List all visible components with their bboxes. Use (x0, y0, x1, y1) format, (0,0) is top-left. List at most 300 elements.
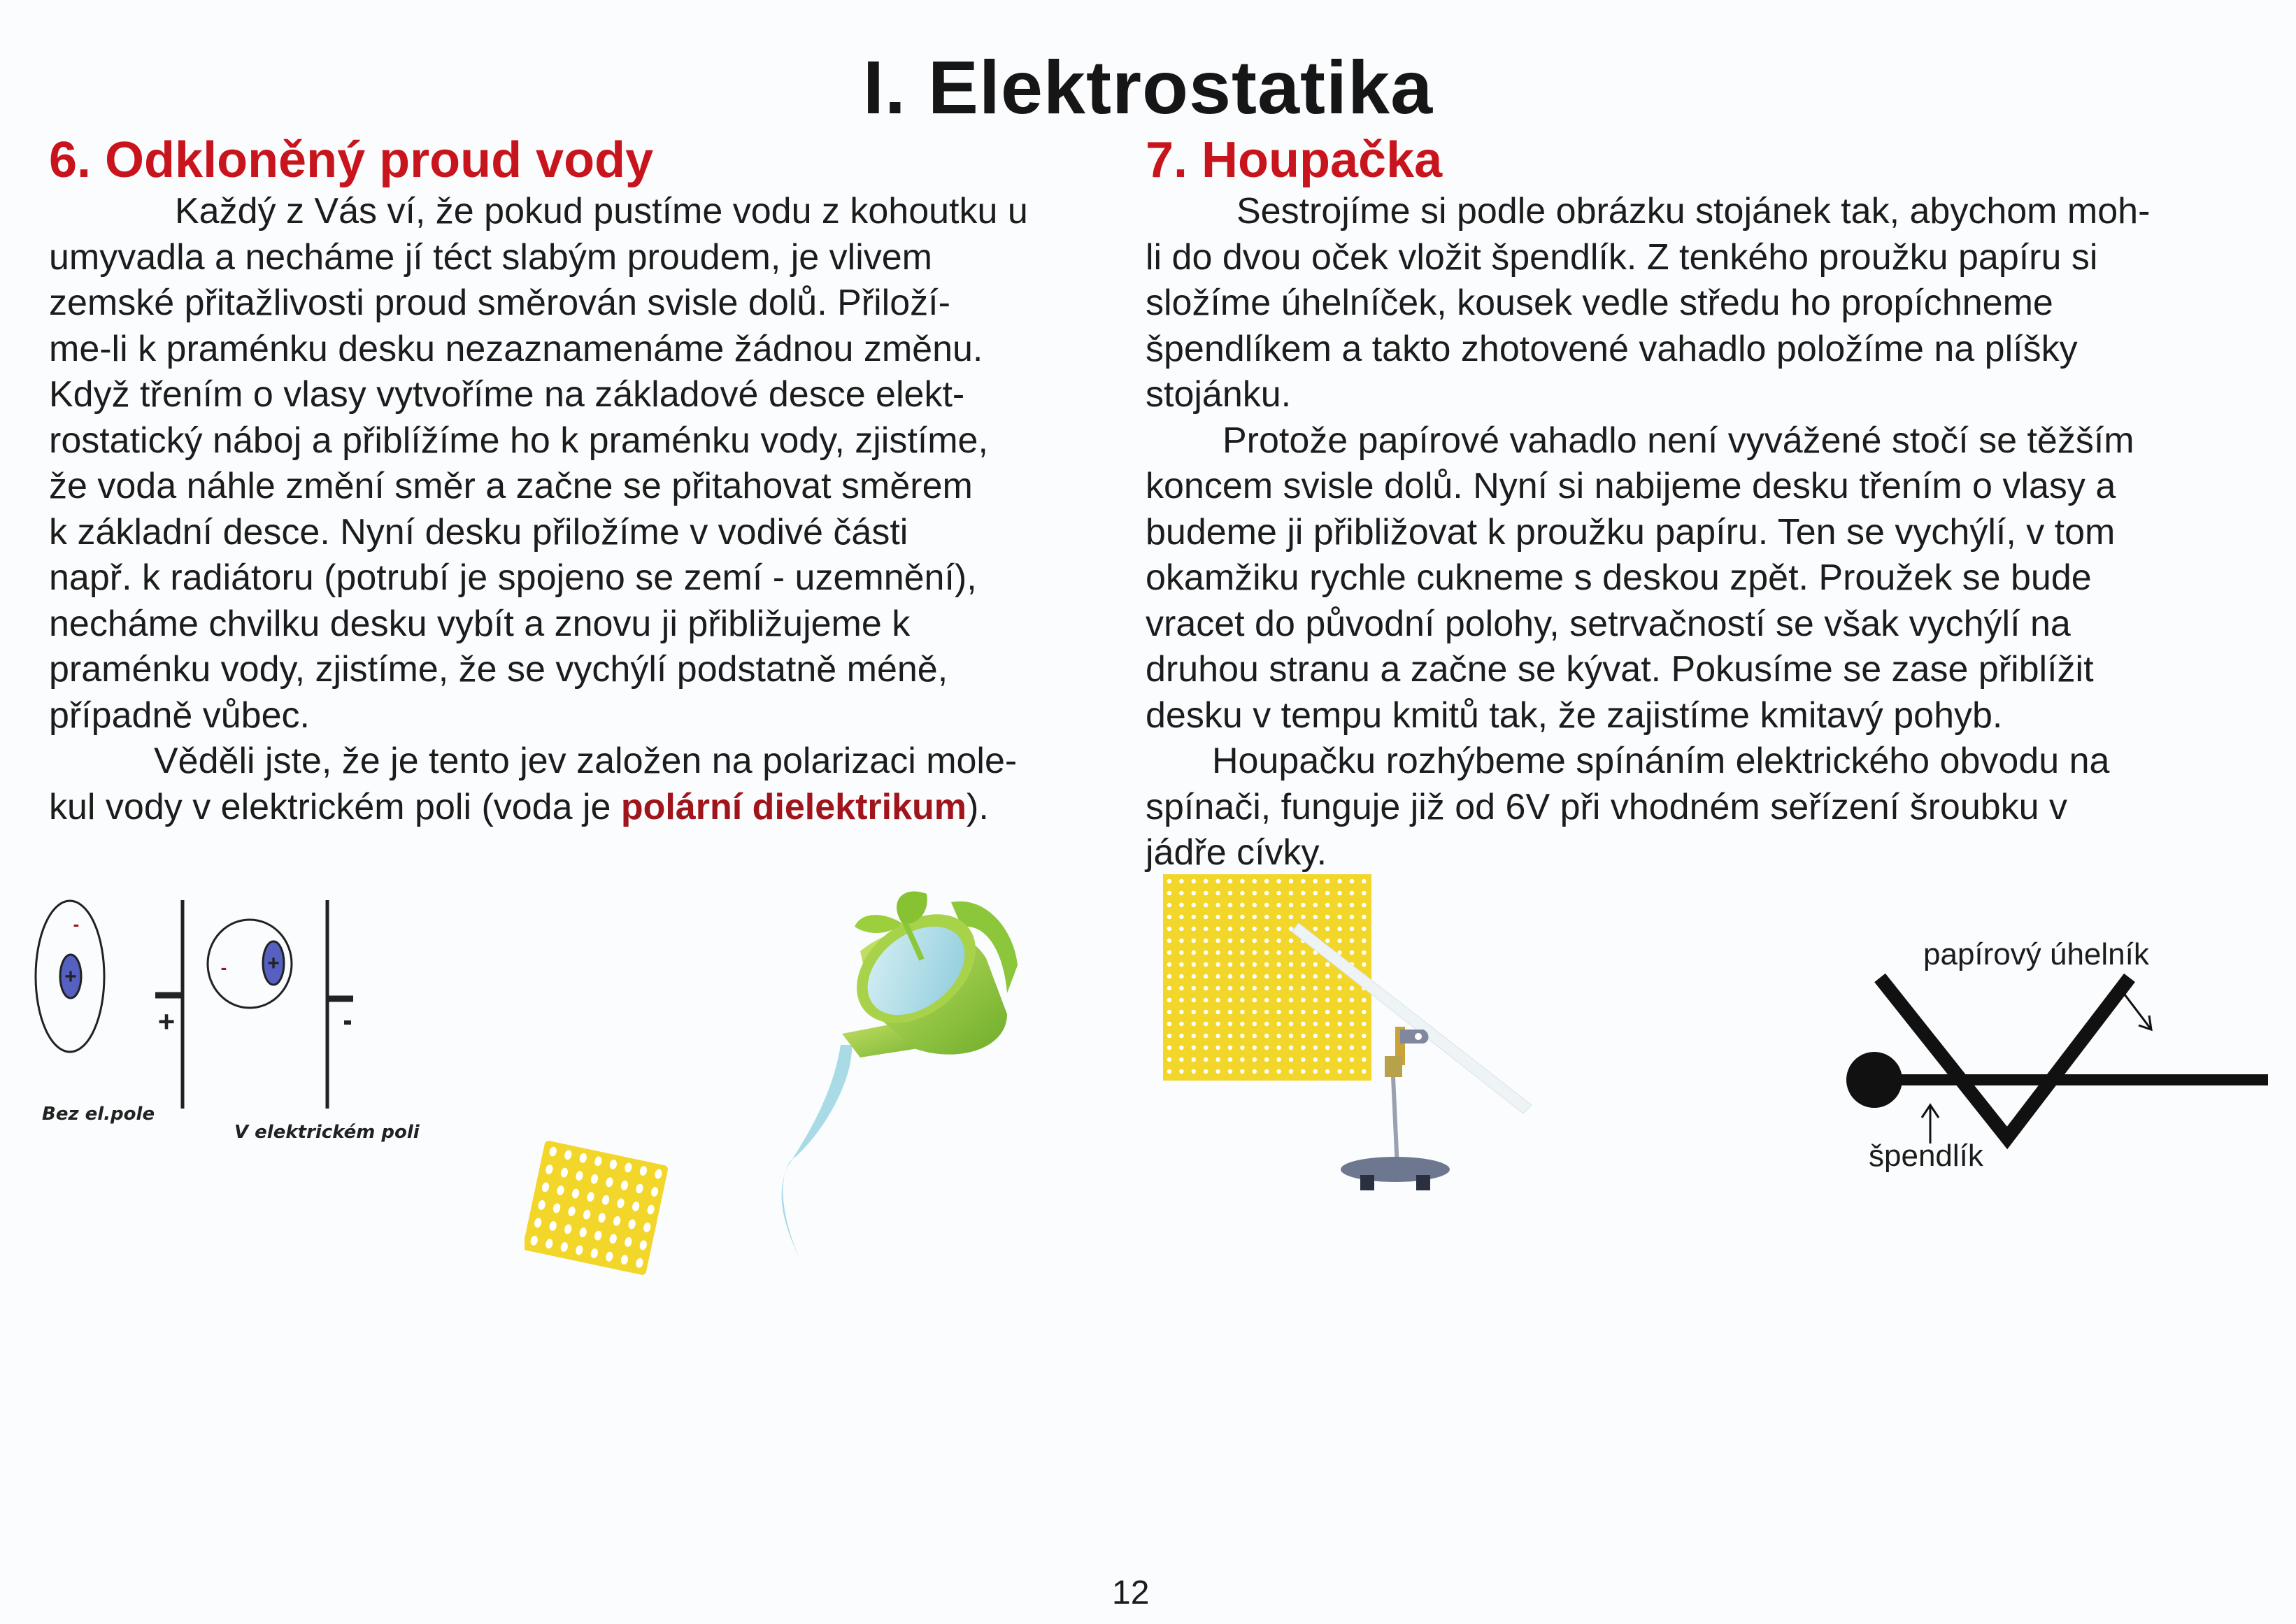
board-hole (1276, 1010, 1281, 1014)
board-hole (1276, 891, 1281, 895)
board-hole (1215, 986, 1220, 990)
board-hole (1264, 891, 1269, 895)
text-line: Sestrojíme si podle obrázku stojánek tak, abychom moh- (1236, 191, 2151, 232)
board-hole (1240, 927, 1244, 931)
board-hole (1240, 1046, 1244, 1050)
board-hole (1192, 915, 1196, 919)
board-hole (1289, 950, 1293, 955)
text-line: Věděli jste, že je tento jev založen na polarizaci mole- (154, 741, 1018, 781)
board-hole (1167, 1069, 1171, 1074)
board-hole (1192, 879, 1196, 883)
board-hole (1289, 879, 1293, 883)
eyelet (1400, 1030, 1429, 1044)
label-pin: špendlík (1869, 1139, 1983, 1173)
board-hole (1167, 939, 1171, 943)
pin-head (1846, 1052, 1902, 1108)
board-hole (1240, 1022, 1244, 1026)
board-hole (1253, 1034, 1257, 1038)
board-hole (1215, 927, 1220, 931)
board-hole (1325, 939, 1329, 943)
board-hole (1240, 962, 1244, 967)
board-hole (1325, 903, 1329, 907)
board-hole (1337, 915, 1341, 919)
board-hole (1362, 939, 1366, 943)
board-hole (1204, 986, 1208, 990)
text-line: Každý z Vás ví, že pokud pustíme vodu z kohoutku u (175, 191, 1028, 232)
board-hole (1350, 998, 1354, 1002)
board-hole (1240, 986, 1244, 990)
board-hole (1313, 927, 1318, 931)
board-hole (1228, 962, 1232, 967)
text-line: desku v tempu kmitů tak, že zajistíme kmitavý pohyb. (1146, 695, 2003, 736)
electron-minus: - (220, 957, 227, 978)
board-hole (1167, 1034, 1171, 1038)
text-line: stojánku. (1146, 374, 1292, 415)
board-hole (1253, 950, 1257, 955)
text-line: případně vůbec. (49, 695, 310, 736)
board-hole (1301, 1057, 1305, 1062)
board-hole (1167, 879, 1171, 883)
board-hole (1192, 1046, 1196, 1050)
board-hole (1337, 986, 1341, 990)
board-hole (1325, 998, 1329, 1002)
board-hole (1301, 891, 1305, 895)
board-hole (1325, 891, 1329, 895)
board-hole (1215, 939, 1220, 943)
board-hole (1240, 1010, 1244, 1014)
board-hole (1167, 1022, 1171, 1026)
board-hole (1362, 927, 1366, 931)
board-hole (1192, 974, 1196, 978)
board-hole (1253, 1046, 1257, 1050)
text-line: koncem svisle dolů. Nyní si nabijeme desku třením o vlasy a (1146, 466, 2116, 506)
board-hole (1228, 1046, 1232, 1050)
board-hole (1179, 939, 1183, 943)
plus-sign: + (64, 965, 77, 988)
board-hole (1179, 927, 1183, 931)
board-hole (1362, 1034, 1366, 1038)
board-hole (1192, 891, 1196, 895)
eyelet-hole (1415, 1033, 1422, 1040)
board-hole (1192, 998, 1196, 1002)
board-hole (1240, 879, 1244, 883)
page-number: 12 (1112, 1574, 1150, 1611)
board-hole (1313, 903, 1318, 907)
board-hole (1301, 903, 1305, 907)
board-hole (1253, 927, 1257, 931)
board-hole (1167, 998, 1171, 1002)
plus-sign: + (267, 952, 280, 975)
board-hole (1204, 939, 1208, 943)
board-hole (1362, 1046, 1366, 1050)
section-6-body (49, 189, 1126, 830)
stand-rod (1393, 1077, 1397, 1168)
board-hole (1167, 1057, 1171, 1062)
board-hole (1179, 1010, 1183, 1014)
board-hole (1264, 974, 1269, 978)
board-hole (1228, 1010, 1232, 1014)
board-hole (1313, 915, 1318, 919)
board-hole (1325, 1034, 1329, 1038)
board-hole (1215, 950, 1220, 955)
board-hole (1350, 939, 1354, 943)
board-hole (1264, 1069, 1269, 1074)
board-hole (1179, 903, 1183, 907)
board-hole (1337, 891, 1341, 895)
text-line: spínači, funguje již od 6V při vhodném seřízení šroubku v (1146, 786, 2068, 827)
board-hole (1215, 879, 1220, 883)
board-hole (1350, 1034, 1354, 1038)
text-line: rostatický náboj a přiblížíme ho k praménku vody, zjistíme, (49, 420, 988, 461)
board-hole (1301, 1010, 1305, 1014)
board-hole (1204, 1022, 1208, 1026)
text-line: umyvadla a necháme jí téct slabým proudem, je vlivem (49, 236, 932, 278)
board-hole (1253, 974, 1257, 978)
text-line: jádře cívky. (1146, 832, 1327, 873)
board-hole (1325, 1069, 1329, 1074)
board-hole (1253, 891, 1257, 895)
board-hole (1301, 974, 1305, 978)
board-hole (1167, 915, 1171, 919)
board-hole (1276, 879, 1281, 883)
board-hole (1179, 1022, 1183, 1026)
board-hole (1350, 1046, 1354, 1050)
board-hole (1264, 879, 1269, 883)
board-hole (1301, 962, 1305, 967)
board-hole (1362, 903, 1366, 907)
board-hole (1253, 998, 1257, 1002)
board-hole (1253, 986, 1257, 990)
text-line: že voda náhle změní směr a začne se přitahovat směrem (49, 466, 973, 506)
board-hole (1167, 1046, 1171, 1050)
board-hole (1253, 1010, 1257, 1014)
board-hole (1264, 915, 1269, 919)
text-line: Když třením o vlasy vytvoříme na základové desce elekt- (49, 374, 965, 415)
board-hole (1179, 1034, 1183, 1038)
board-hole (1240, 998, 1244, 1002)
board-hole (1337, 998, 1341, 1002)
section-7-heading: 7. Houpačka (1146, 132, 1443, 188)
board-hole (1325, 1057, 1329, 1062)
board-hole (1204, 1046, 1208, 1050)
board-hole (1228, 986, 1232, 990)
board-hole (1204, 950, 1208, 955)
board-hole (1167, 1010, 1171, 1014)
swing-apparatus-photo (1154, 867, 1783, 1624)
text-line: špendlíkem a takto zhotovené vahadlo položíme na plíšky (1146, 328, 2078, 369)
text-line: okamžiku rychle cukneme s deskou zpět. Proužek se bude (1146, 557, 2092, 598)
text-span: ). (967, 786, 989, 827)
text-line: např. k radiátoru (potrubí je spojeno se zemí - uzemnění), (49, 557, 977, 598)
board-hole (1276, 998, 1281, 1002)
board-hole (1313, 879, 1318, 883)
caption-in-field: V elektrickém poli (234, 1122, 420, 1143)
board-hole (1301, 986, 1305, 990)
board-hole (1313, 1069, 1318, 1074)
board-hole (1325, 1022, 1329, 1026)
board-hole (1264, 1022, 1269, 1026)
board-hole (1215, 1057, 1220, 1062)
board-hole (1192, 962, 1196, 967)
board-hole (1301, 879, 1305, 883)
electron-minus: - (73, 913, 80, 934)
board-hole (1350, 986, 1354, 990)
board-hole (1179, 1046, 1183, 1050)
board-hole (1289, 939, 1293, 943)
watering-can-illustration (525, 874, 1189, 1624)
board-hole (1167, 927, 1171, 931)
board-hole (1215, 1046, 1220, 1050)
board-hole (1276, 1034, 1281, 1038)
board-hole (1240, 1057, 1244, 1062)
board-hole (1325, 927, 1329, 931)
board-hole (1192, 1010, 1196, 1014)
board-hole (1337, 1022, 1341, 1026)
board-hole (1179, 998, 1183, 1002)
board-hole (1362, 1010, 1366, 1014)
board-hole (1215, 998, 1220, 1002)
text-span: kul vody v elektrickém poli (voda je (49, 786, 621, 827)
board-hole (1240, 950, 1244, 955)
board-hole (1215, 974, 1220, 978)
board-hole (1179, 950, 1183, 955)
water-stream (782, 1045, 852, 1266)
board-hole (1350, 1010, 1354, 1014)
board-hole (1313, 986, 1318, 990)
board-hole (1204, 1034, 1208, 1038)
board-hole (1204, 927, 1208, 931)
board-hole (1228, 1022, 1232, 1026)
board-hole (1228, 1069, 1232, 1074)
board-hole (1276, 903, 1281, 907)
board-hole (1167, 891, 1171, 895)
board-hole (1192, 1034, 1196, 1038)
board-hole (1313, 974, 1318, 978)
board-hole (1337, 903, 1341, 907)
board-hole (1228, 891, 1232, 895)
board-hole (1204, 962, 1208, 967)
board-hole (1362, 891, 1366, 895)
text-line: vracet do původní polohy, setrvačností se však vychýlí na (1146, 603, 2071, 644)
board-hole (1313, 1057, 1318, 1062)
board-hole (1264, 1010, 1269, 1014)
small-perforated-board (525, 1140, 669, 1276)
text-line: li do dvou oček vložit špendlík. Z tenkého proužku papíru si (1146, 236, 2098, 278)
board-hole (1264, 939, 1269, 943)
board-hole (1362, 998, 1366, 1002)
board-hole (1167, 903, 1171, 907)
board-hole (1313, 1034, 1318, 1038)
board-hole (1289, 1034, 1293, 1038)
board-hole (1192, 939, 1196, 943)
board-hole (1350, 1022, 1354, 1026)
text-line: zemské přitažlivosti proud směrován svisle dolů. Přiloží- (49, 283, 950, 323)
board-hole (1215, 1022, 1220, 1026)
plate-minus-sign (344, 1020, 351, 1025)
board-hole (1179, 986, 1183, 990)
board-hole (1192, 986, 1196, 990)
clamp (1385, 1056, 1402, 1077)
board-hole (1350, 879, 1354, 883)
board-hole (1253, 915, 1257, 919)
board-hole (1362, 879, 1366, 883)
board-hole (1228, 998, 1232, 1002)
board-hole (1215, 1034, 1220, 1038)
board-hole (1301, 915, 1305, 919)
board-hole (1276, 974, 1281, 978)
board-hole (1215, 915, 1220, 919)
board-hole (1264, 1046, 1269, 1050)
text-line: k základní desce. Nyní desku přiložíme v vodivé části (49, 511, 908, 553)
board-hole (1276, 950, 1281, 955)
board-hole (1301, 1069, 1305, 1074)
board-hole (1362, 962, 1366, 967)
board-hole (1192, 950, 1196, 955)
board-hole (1264, 962, 1269, 967)
plate-negative (327, 900, 353, 1109)
board-hole (1228, 879, 1232, 883)
board-hole (1264, 903, 1269, 907)
base-foot (1416, 1175, 1430, 1190)
board-hole (1204, 974, 1208, 978)
board-hole (1167, 986, 1171, 990)
board-hole (1253, 1069, 1257, 1074)
board-hole (1350, 927, 1354, 931)
text-line (49, 785, 1126, 831)
board-hole (1325, 974, 1329, 978)
board-hole (1204, 879, 1208, 883)
caption-no-field: Bez el.pole (42, 1104, 155, 1125)
board-hole (1350, 1057, 1354, 1062)
board-hole (1215, 962, 1220, 967)
board-hole (1167, 962, 1171, 967)
board-hole (1289, 1022, 1293, 1026)
text-line: budeme ji přibližovat k proužku papíru. Ten se vychýlí, v tom (1146, 511, 2116, 553)
board-hole (1253, 939, 1257, 943)
board-hole (1276, 1022, 1281, 1026)
board-hole (1253, 879, 1257, 883)
board-hole (1228, 950, 1232, 955)
board-hole (1179, 974, 1183, 978)
board-hole (1228, 903, 1232, 907)
board-hole (1240, 939, 1244, 943)
board-hole (1337, 974, 1341, 978)
board-hole (1289, 1046, 1293, 1050)
board-hole (1337, 1069, 1341, 1074)
board-hole (1253, 1022, 1257, 1026)
board-hole (1325, 1046, 1329, 1050)
label-paper-angle: papírový úhelník (1923, 937, 2149, 971)
board-hole (1179, 915, 1183, 919)
base-foot (1360, 1175, 1374, 1190)
board-hole (1264, 927, 1269, 931)
board-hole (1325, 879, 1329, 883)
board-hole (1337, 1057, 1341, 1062)
board-hole (1240, 891, 1244, 895)
board-hole (1289, 974, 1293, 978)
section-7-body (1146, 189, 2265, 876)
stand-base (1341, 1157, 1450, 1182)
board-hole (1289, 915, 1293, 919)
board-hole (1289, 998, 1293, 1002)
board-hole (1228, 939, 1232, 943)
page-title: I. Elektrostatika (862, 45, 1434, 129)
board-hole (1240, 974, 1244, 978)
board-hole (1215, 1010, 1220, 1014)
board-hole (1325, 986, 1329, 990)
board-hole (1228, 1034, 1232, 1038)
board-hole (1204, 891, 1208, 895)
board-hole (1362, 1057, 1366, 1062)
paper-angle-shape (1880, 978, 2130, 1138)
board-hole (1276, 939, 1281, 943)
board-hole (1362, 1069, 1366, 1074)
board-hole (1337, 927, 1341, 931)
text-line: složíme úhelníček, kousek vedle středu ho propíchneme (1146, 283, 2053, 323)
board-hole (1228, 1057, 1232, 1062)
board-hole (1204, 998, 1208, 1002)
board-hole (1313, 962, 1318, 967)
text-line: me-li k praménku desku nezaznamenáme žádnou změnu. (49, 328, 983, 369)
board-hole (1276, 1069, 1281, 1074)
board-hole (1289, 1057, 1293, 1062)
board-hole (1240, 1069, 1244, 1074)
board-hole (1289, 986, 1293, 990)
board-hole (1362, 915, 1366, 919)
board-hole (1362, 1022, 1366, 1026)
board-hole (1276, 1057, 1281, 1062)
board-hole (1276, 962, 1281, 967)
molecule-no-field (36, 901, 104, 1052)
text-line: Houpačku rozhýbeme spínáním elektrického obvodu na (1212, 741, 2110, 781)
board-hole (1313, 891, 1318, 895)
board-hole (1240, 915, 1244, 919)
board-hole (1192, 1057, 1196, 1062)
board-hole (1350, 903, 1354, 907)
board-hole (1215, 891, 1220, 895)
board-hole (1240, 903, 1244, 907)
board-hole (1337, 1010, 1341, 1014)
board-hole (1264, 1057, 1269, 1062)
board-hole (1167, 950, 1171, 955)
board-hole (1276, 915, 1281, 919)
section-6-heading: 6. Odkloněný proud vody (49, 132, 654, 188)
board-hole (1253, 962, 1257, 967)
board-hole (1167, 974, 1171, 978)
plate-plus-sign: + (157, 1005, 176, 1038)
highlight-term: polární dielektrikum (620, 786, 967, 827)
board-hole (1350, 950, 1354, 955)
board-hole (1264, 986, 1269, 990)
board-hole (1192, 1022, 1196, 1026)
board-hole (1276, 927, 1281, 931)
board-hole (1228, 927, 1232, 931)
board-hole (1289, 1010, 1293, 1014)
board-hole (1301, 998, 1305, 1002)
board-hole (1350, 915, 1354, 919)
board-hole (1289, 891, 1293, 895)
board-hole (1337, 1034, 1341, 1038)
board-hole (1192, 1069, 1196, 1074)
board-hole (1337, 1046, 1341, 1050)
molecule-in-field (208, 920, 292, 1008)
text-line: necháme chvilku desku vybít a znovu ji přibližujeme k (49, 603, 911, 644)
board-hole (1253, 1057, 1257, 1062)
board-hole (1215, 903, 1220, 907)
board-hole (1301, 1022, 1305, 1026)
board-hole (1204, 915, 1208, 919)
board-hole (1313, 1022, 1318, 1026)
